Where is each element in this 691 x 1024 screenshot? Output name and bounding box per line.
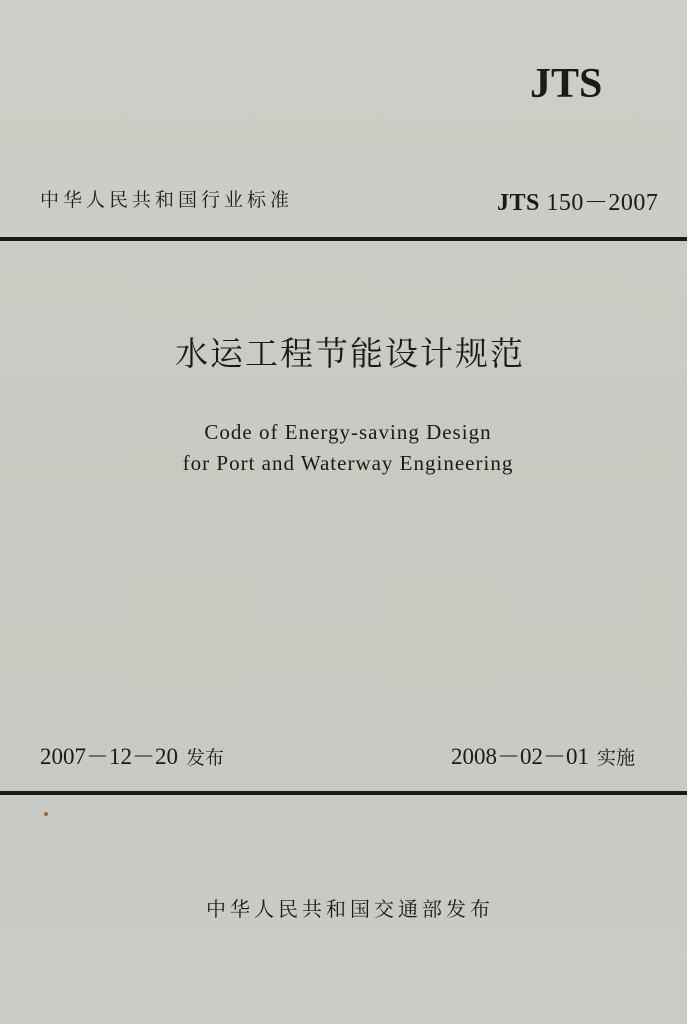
title-english-line-1: Code of Energy-saving Design [204, 420, 492, 444]
standard-code-number: 150－2007 [546, 190, 659, 216]
jts-logo: JTS [530, 61, 603, 107]
title-chinese: 水运工程节能设计规范 [175, 334, 525, 373]
issue-date [40, 738, 224, 771]
standard-type-label: 中华人民共和国行业标准 [40, 189, 294, 211]
standard-code-prefix: JTS [497, 190, 540, 216]
issue-date-value: 2007－12－20 [40, 744, 178, 769]
standard-code [497, 182, 658, 217]
effective-date-label: 实施 [597, 747, 636, 769]
bottom-divider [0, 791, 687, 795]
top-divider [0, 237, 687, 241]
paper-speck [44, 812, 48, 816]
issue-date-label: 发布 [186, 747, 225, 769]
effective-date [451, 738, 635, 771]
effective-date-value: 2008－02－01 [451, 744, 589, 769]
publisher: 中华人民共和国交通部发布 [206, 897, 494, 921]
title-english-line-2: for Port and Waterway Engineering [182, 451, 514, 475]
